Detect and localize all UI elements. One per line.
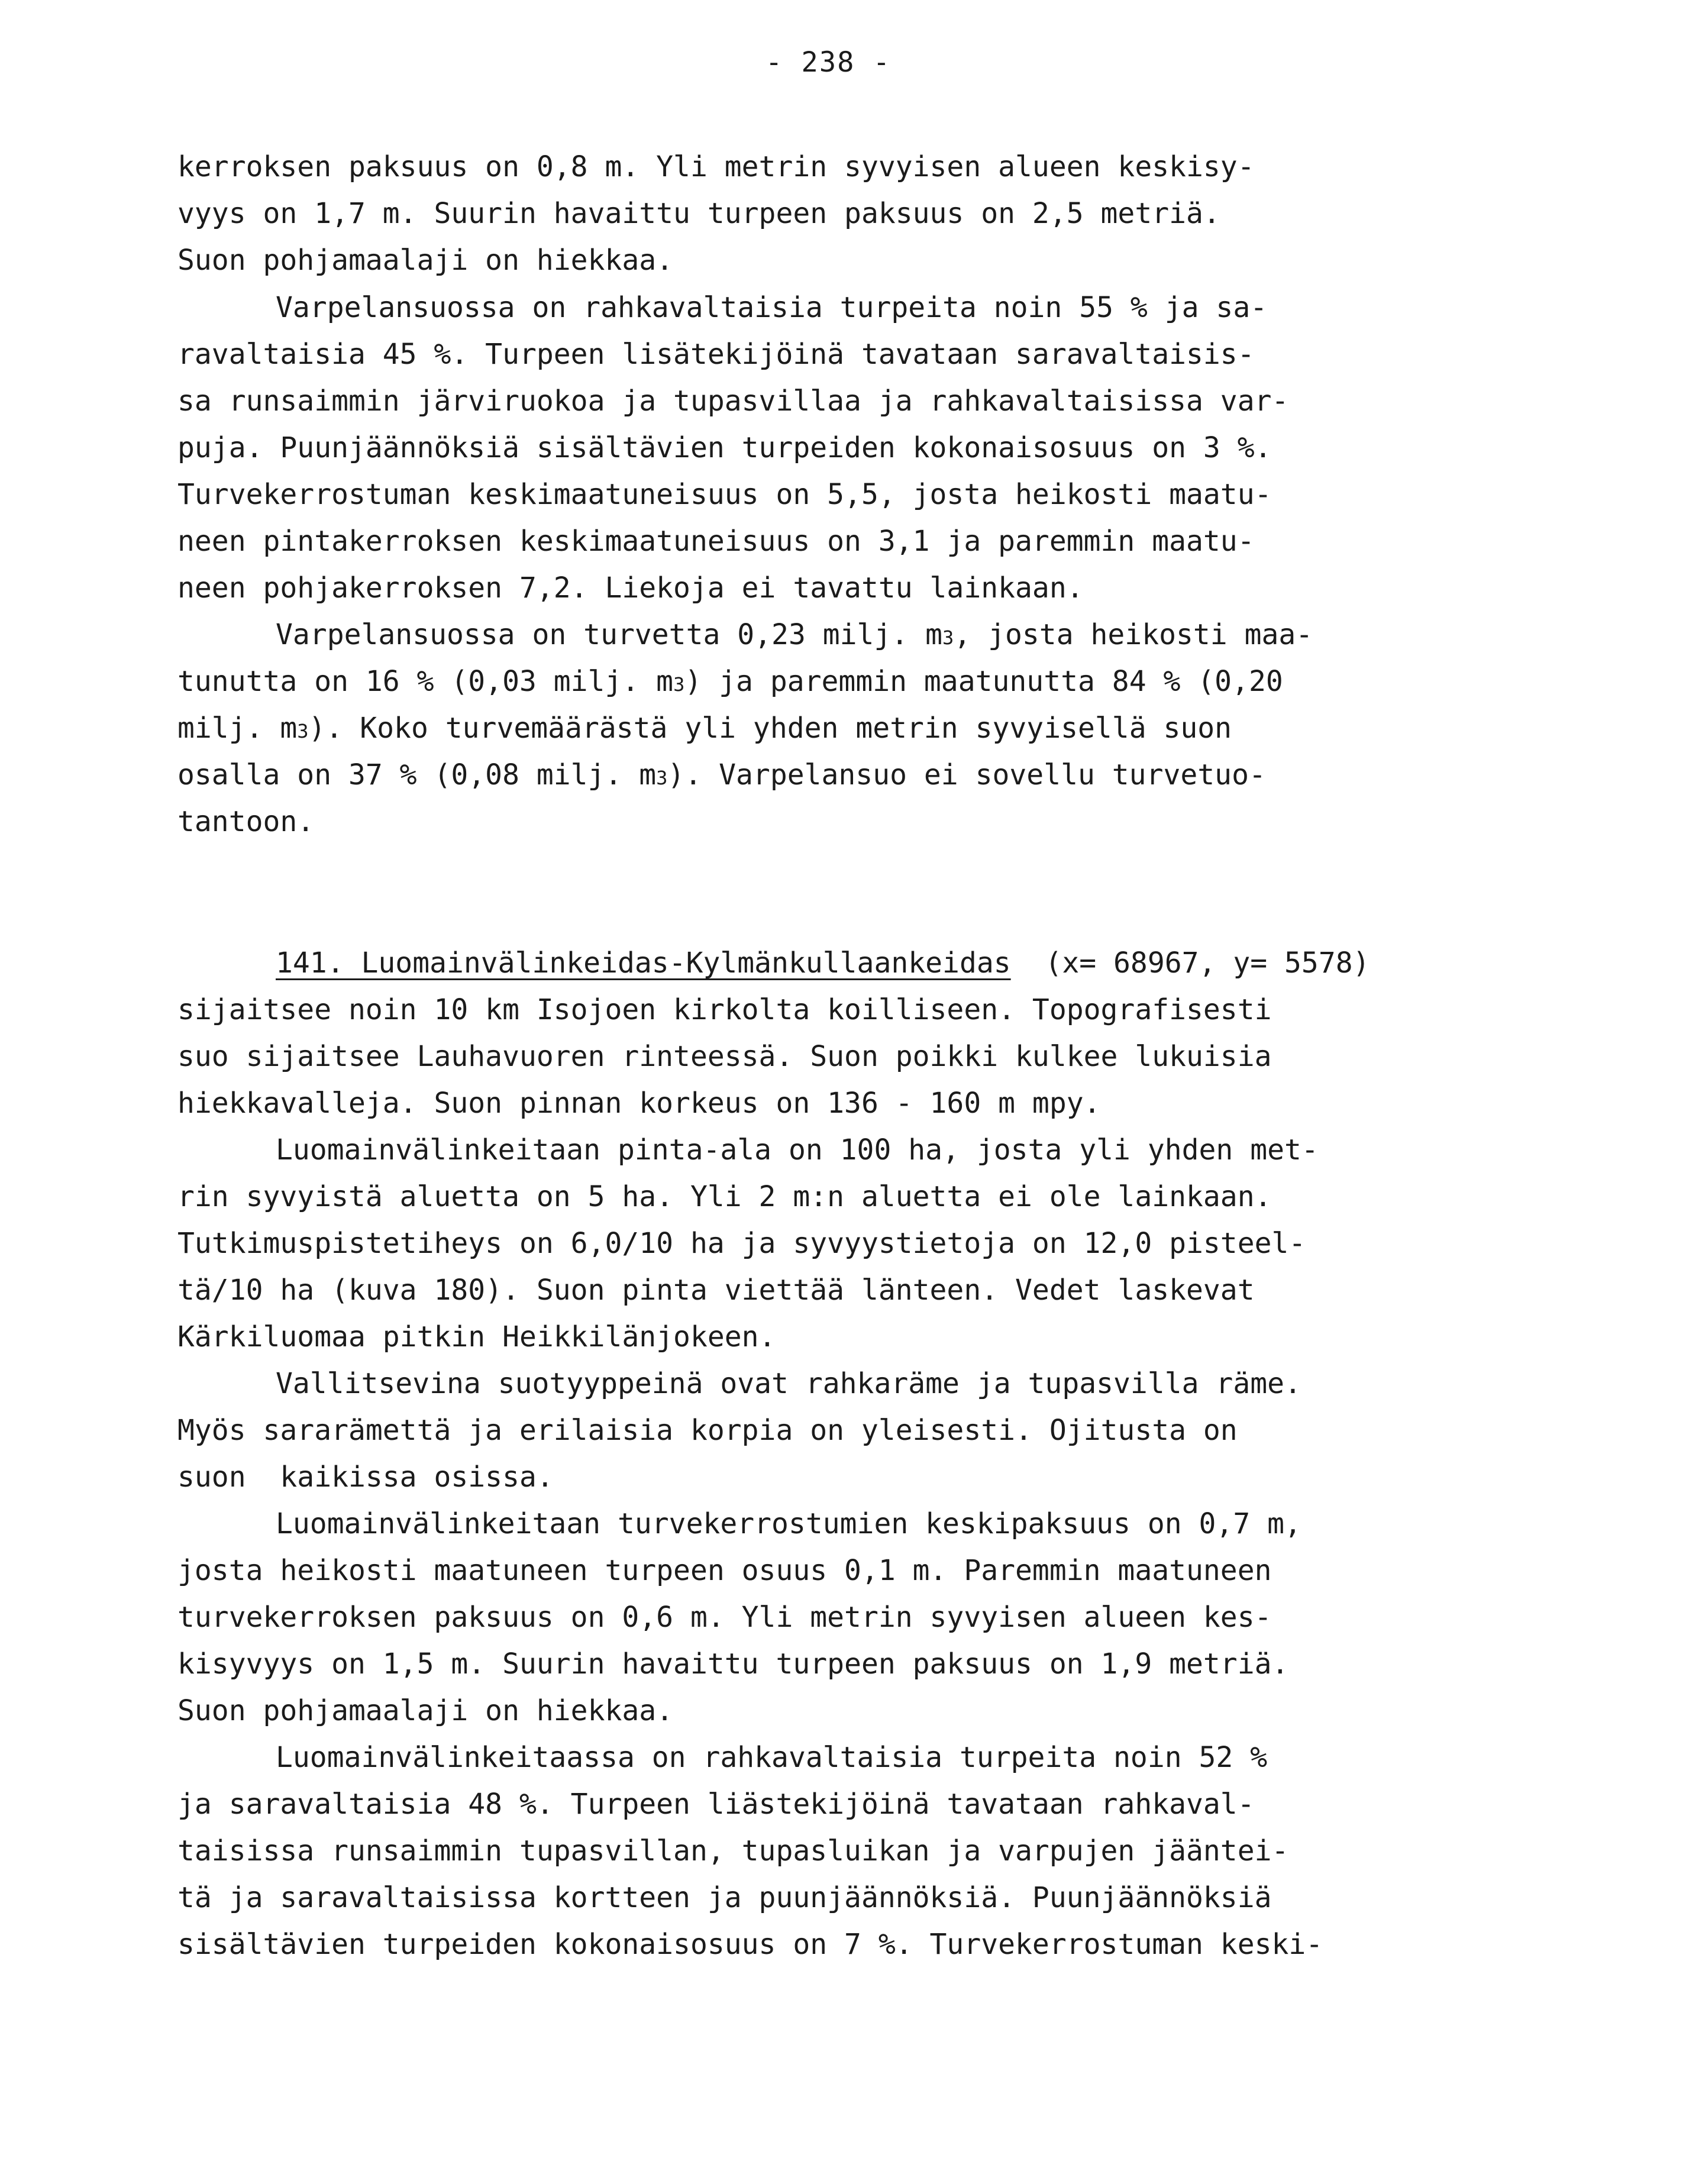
text-line: neen pohjakerroksen 7,2. Liekoja ei tavattu lainkaan. <box>177 571 1084 605</box>
text-line: vyys on 1,7 m. Suurin havaittu turpeen paksuus on 2,5 metriä. <box>177 197 1220 230</box>
text-run: Varpelansuossa on turvetta 0,23 milj. m <box>276 618 943 651</box>
text-run: osalla on 37 % (0,08 milj. m <box>177 758 657 791</box>
text-line: rin syvyistä aluetta on 5 ha. Yli 2 m:n aluetta ei ole lainkaan. <box>177 1180 1272 1213</box>
text-line: Luomainvälinkeitaan pinta-ala on 100 ha, josta yli yhden met- <box>276 1133 1319 1167</box>
text-run: milj. m <box>177 712 298 745</box>
text-line <box>276 618 1313 651</box>
text-line: Varpelansuossa on rahkavaltaisia turpeita noin 55 % ja sa- <box>276 291 1268 324</box>
page-number: - 238 - <box>765 46 892 79</box>
text-line <box>177 712 1232 745</box>
text-run <box>1011 946 1045 980</box>
text-line <box>177 667 1283 696</box>
section-title: 141. Luomainvälinkeidas-Kylmänkullaankeidas <box>276 946 1011 980</box>
text-line: sisältävien turpeiden kokonaisosuus on 7 %. Turvekerrostuman keski- <box>177 1928 1323 1961</box>
text-line: Tutkimuspistetiheys on 6,0/10 ha ja syvyystietoja on 12,0 pisteel- <box>177 1227 1306 1260</box>
text-line <box>177 758 1266 791</box>
text-line: Vallitsevina suotyyppeinä ovat rahkaräme ja tupasvilla räme. <box>276 1367 1301 1400</box>
text-run: tunutta on 16 % (0,03 milj. m <box>177 665 674 698</box>
text-line: sa runsaimmin järviruokoa ja tupasvillaa ja rahkavaltaisissa var- <box>177 385 1289 418</box>
text-line: Suon pohjamaalaji on hiekkaa. <box>177 244 674 277</box>
text-line: hiekkavalleja. Suon pinnan korkeus on 136 - 160 m mpy. <box>177 1087 1101 1120</box>
text-line: suo sijaitsee Lauhavuoren rinteessä. Suon poikki kulkee lukuisia <box>177 1040 1272 1073</box>
text-line: Luomainvälinkeitaan turvekerrostumien keskipaksuus on 0,7 m, <box>276 1507 1301 1540</box>
text-line: Kärkiluomaa pitkin Heikkilänjokeen. <box>177 1320 776 1353</box>
superscript: 3 <box>656 767 668 789</box>
superscript: 3 <box>942 626 954 649</box>
text-run: , josta heikosti maa- <box>954 618 1313 651</box>
text-line: tantoon. <box>177 805 315 838</box>
text-line: puja. Puunjäännöksiä sisältävien turpeiden kokonaisosuus on 3 %. <box>177 431 1272 464</box>
text-line: suon kaikissa osissa. <box>177 1461 554 1494</box>
text-line: sijaitsee noin 10 km Isojoen kirkolta koilliseen. Topografisesti <box>177 993 1272 1026</box>
text-line: Luomainvälinkeitaassa on rahkavaltaisia turpeita noin 52 % <box>276 1741 1268 1774</box>
text-line: taisissa runsaimmin tupasvillan, tupasluikan ja varpujen jääntei- <box>177 1834 1289 1868</box>
coordinates: (x= 68967, y= 5578) <box>1045 946 1370 980</box>
text-line: Myös sararämettä ja erilaisia korpia on yleisesti. Ojitusta on <box>177 1414 1238 1447</box>
text-line: Suon pohjamaalaji on hiekkaa. <box>177 1694 674 1727</box>
text-run: ). Varpelansuo ei sovellu turvetuo- <box>667 758 1266 791</box>
text-line: kerroksen paksuus on 0,8 m. Yli metrin syvyisen alueen keskisy- <box>177 150 1255 183</box>
text-run: ) ja paremmin maatunutta 84 % (0,20 <box>684 665 1283 698</box>
text-line: turvekerroksen paksuus on 0,6 m. Yli metrin syvyisen alueen kes- <box>177 1601 1272 1634</box>
text-line: Turvekerrostuman keskimaatuneisuus on 5,5, josta heikosti maatu- <box>177 478 1272 511</box>
text-line: kisyvyys on 1,5 m. Suurin havaittu turpeen paksuus on 1,9 metriä. <box>177 1647 1289 1681</box>
text-run: ). Koko turvemäärästä yli yhden metrin syvyisellä suon <box>308 712 1232 745</box>
text-line: ja saravaltaisia 48 %. Turpeen liästekijöinä tavataan rahkaval- <box>177 1788 1255 1821</box>
text-line: neen pintakerroksen keskimaatuneisuus on 3,1 ja paremmin maatu- <box>177 525 1255 558</box>
text-line: ravaltaisia 45 %. Turpeen lisätekijöinä tavataan saravaltaisis- <box>177 338 1255 371</box>
superscript: 3 <box>673 673 685 696</box>
text-line: josta heikosti maatuneen turpeen osuus 0,1 m. Paremmin maatuneen <box>177 1554 1272 1587</box>
text-line: tä/10 ha (kuva 180). Suon pinta viettää länteen. Vedet laskevat <box>177 1274 1255 1307</box>
text-line: tä ja saravaltaisissa kortteen ja puunjäännöksiä. Puunjäännöksiä <box>177 1881 1272 1914</box>
superscript: 3 <box>297 720 309 742</box>
section-heading <box>276 946 1370 980</box>
